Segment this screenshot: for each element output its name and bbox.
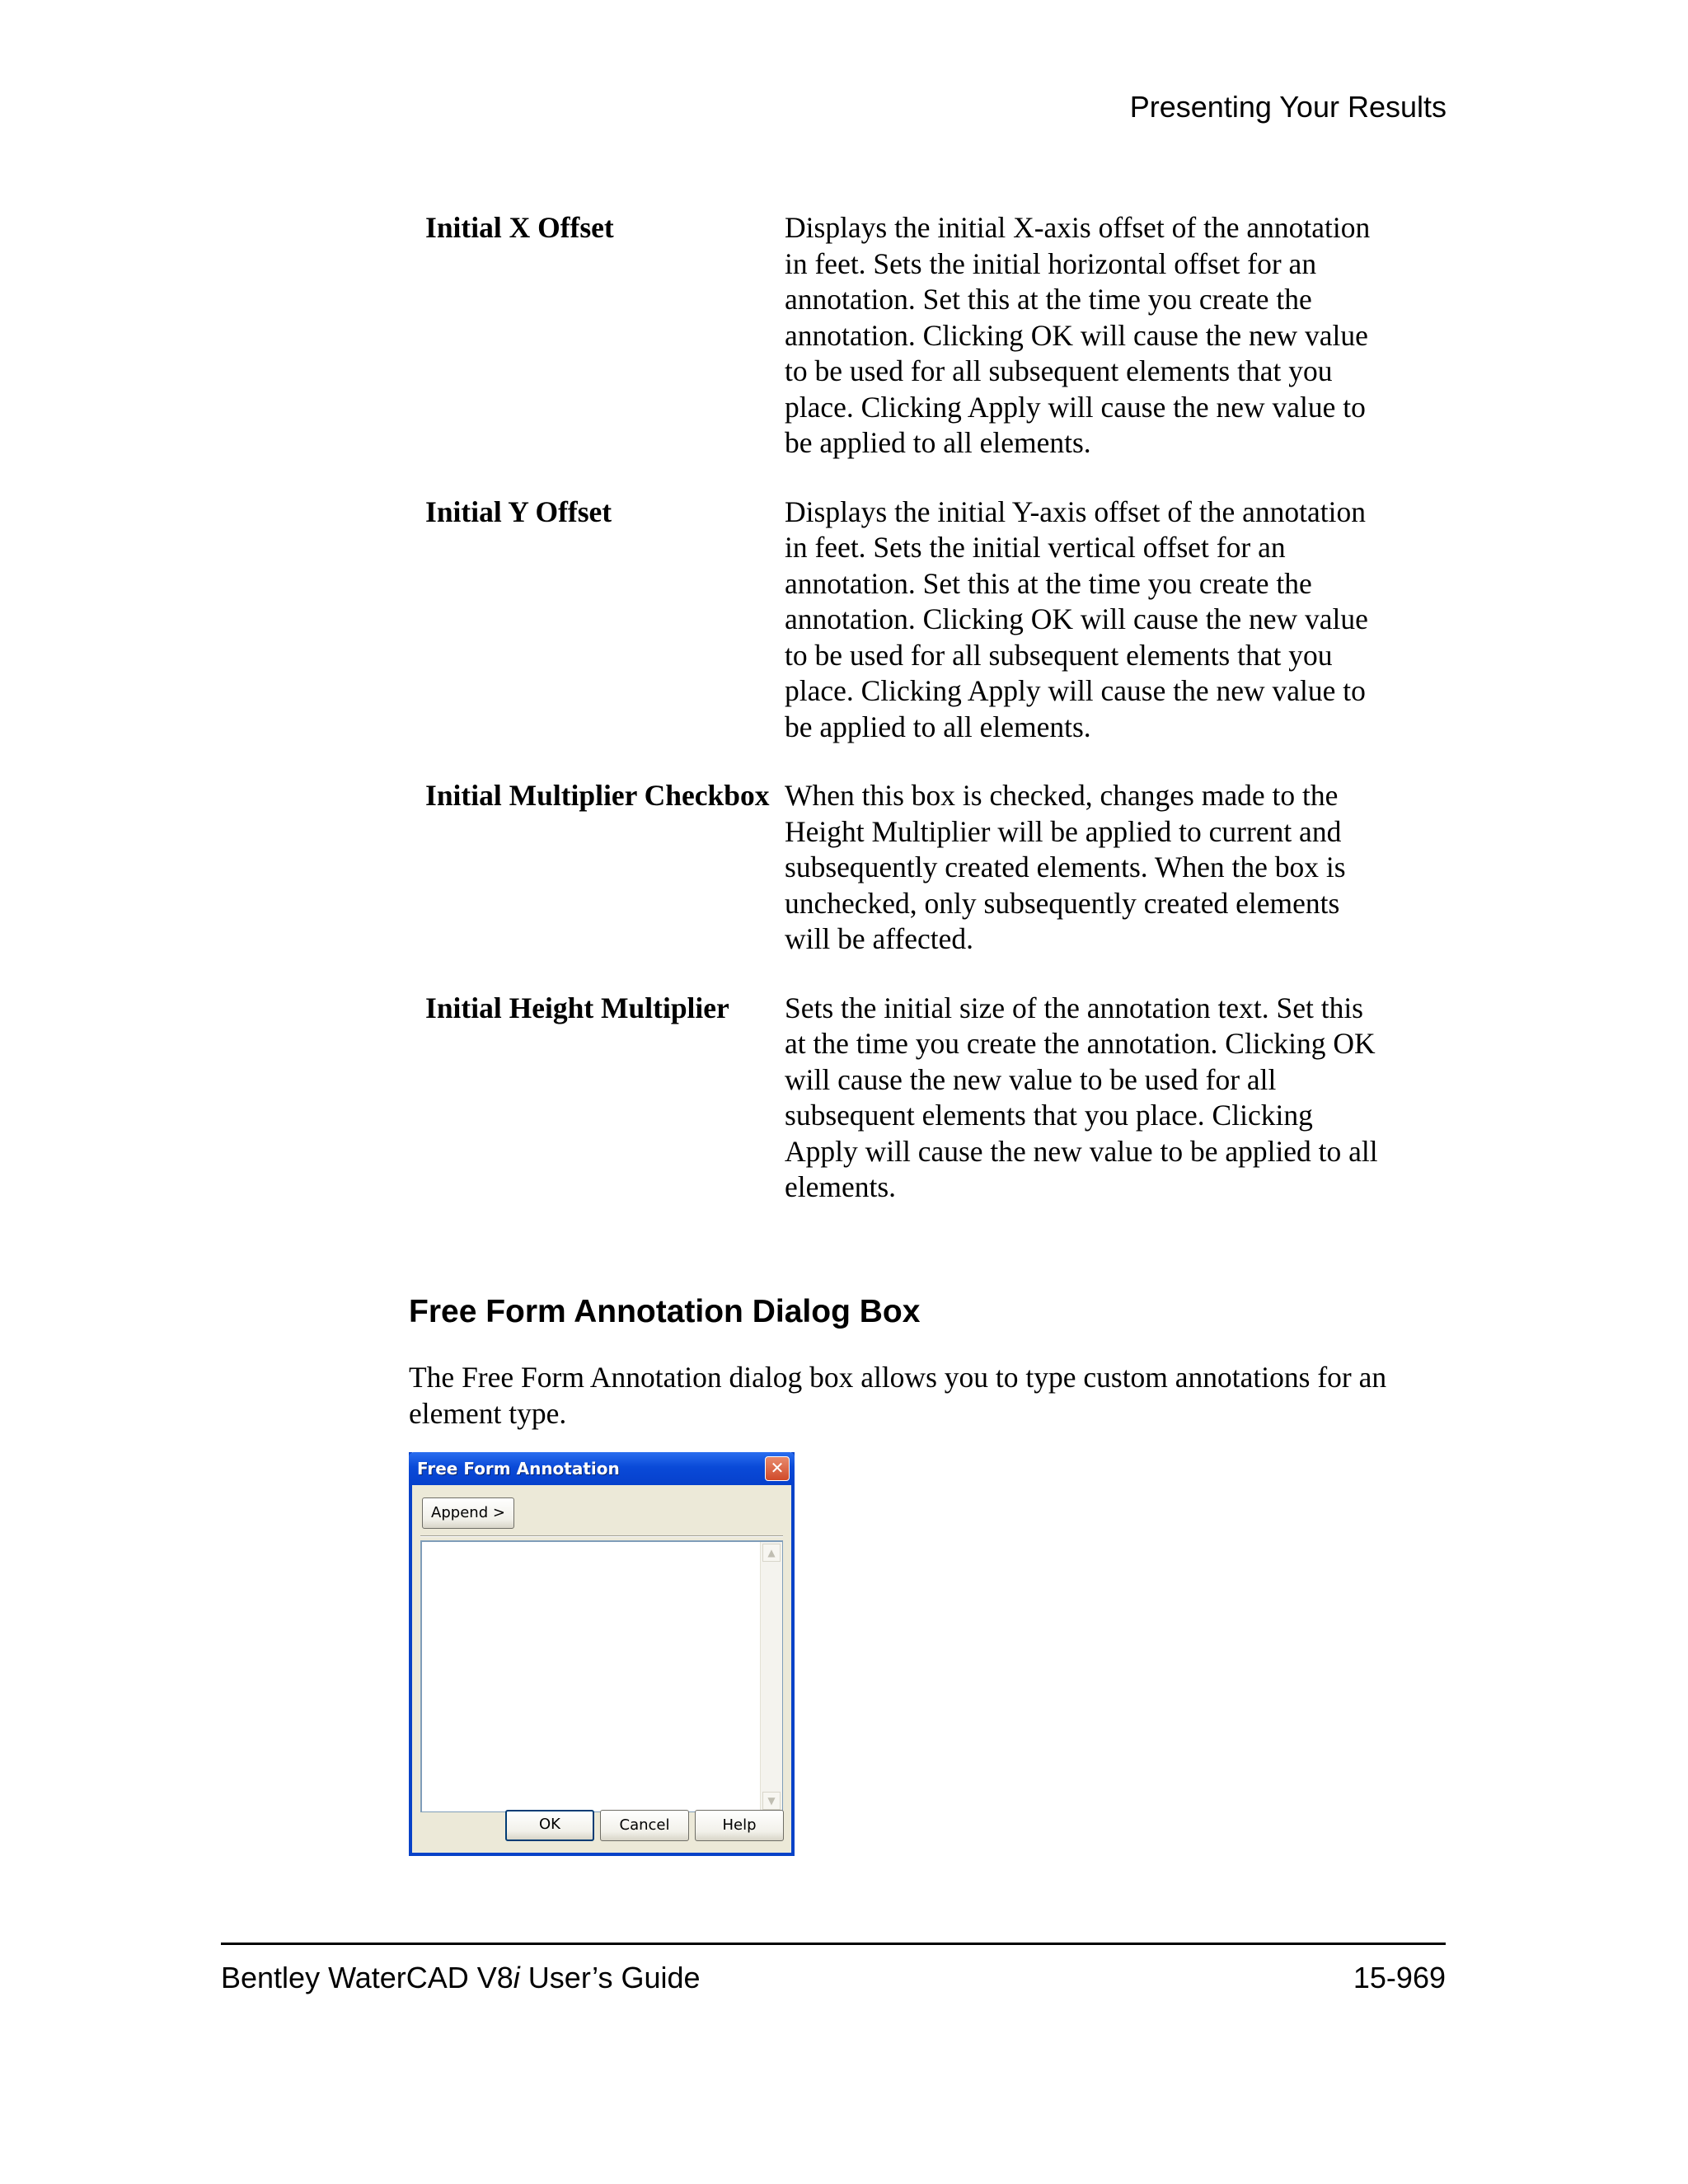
ok-button[interactable]: OK — [505, 1810, 594, 1841]
definition-term: Initial Multiplier Checkbox — [425, 779, 770, 812]
footer-rule — [221, 1943, 1446, 1945]
close-icon[interactable]: ✕ — [765, 1456, 790, 1481]
scroll-up-icon[interactable]: ▲ — [762, 1544, 781, 1562]
append-button[interactable]: Append > — [422, 1497, 514, 1529]
section-title: Free Form Annotation Dialog Box — [409, 1294, 921, 1329]
footer-product-title — [221, 1960, 701, 1996]
definition-description: When this box is checked, changes made to the Height Multiplier will be applied to current and subsequently created elements. When the box is unchecked, only subsequently created elements will be affected. — [785, 779, 1346, 955]
footer-product-italic: i — [513, 1961, 520, 1994]
annotation-text-input[interactable] — [420, 1540, 783, 1812]
definition-term: Initial Height Multiplier — [425, 991, 729, 1024]
footer-product-suffix: User’s Guide — [519, 1961, 701, 1994]
definition-description: Sets the initial size of the annotation text. Set this at the time you create the annotation. Clicking OK will cause the new value to be used for all subsequent elements that you place. Clicking Apply will cause the new value to be applied to all elements. — [785, 991, 1378, 1203]
definition-row — [425, 210, 1381, 462]
definition-term: Initial X Offset — [425, 211, 614, 244]
definition-description: Displays the initial X-axis offset of the annotation in feet. Sets the initial horizontal offset for an annotation. Set this at the time you create the annotation. Clicking OK will cause the new value to be used for all subsequent elements that you place. Clicking Apply will cause the new value to be applied to all elements. — [785, 211, 1371, 459]
definition-description: Displays the initial Y-axis offset of the annotation in feet. Sets the initial vertical offset for an annotation. Set this at the time you create the annotation. Clicking OK will cause the new value to be used for all subsequent elements that you place. Clicking Apply will cause the new value to be applied to all elements. — [785, 494, 1368, 743]
definition-term: Initial Y Offset — [425, 494, 612, 528]
scroll-down-icon[interactable]: ▼ — [762, 1792, 781, 1810]
definition-row — [425, 494, 1381, 746]
free-form-annotation-dialog — [409, 1452, 795, 1856]
section-intro: The Free Form Annotation dialog box allows you to type custom annotations for an element type. — [409, 1361, 1387, 1430]
cancel-button[interactable]: Cancel — [600, 1810, 689, 1841]
dialog-titlebar[interactable] — [409, 1452, 795, 1485]
footer-product-prefix: Bentley WaterCAD V8 — [221, 1961, 513, 1994]
definition-list — [425, 210, 1381, 1239]
dialog-title: Free Form Annotation — [417, 1459, 620, 1479]
definition-row — [425, 991, 1381, 1206]
vertical-scrollbar[interactable] — [760, 1542, 782, 1811]
running-header: Presenting Your Results — [1129, 90, 1447, 124]
page-number: 15-969 — [1353, 1961, 1446, 1994]
divider — [420, 1535, 783, 1537]
definition-row — [425, 778, 1381, 958]
help-button[interactable]: Help — [695, 1810, 784, 1841]
